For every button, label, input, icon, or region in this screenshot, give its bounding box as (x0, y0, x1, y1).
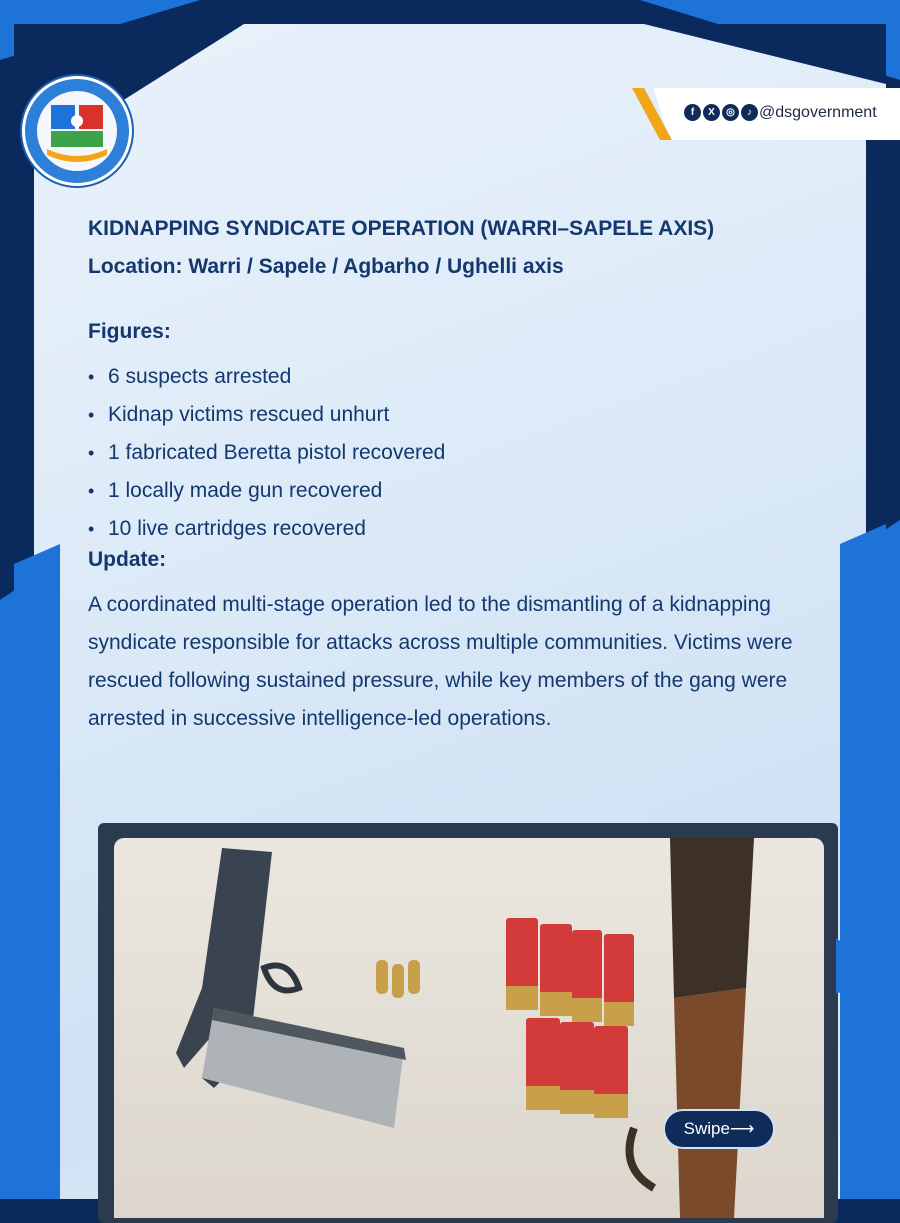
gear-decoration-icon (836, 938, 852, 994)
list-item: • 1 locally made gun recovered (88, 472, 445, 510)
figures-list (88, 358, 445, 548)
instagram-icon[interactable]: ◎ (722, 104, 739, 121)
list-item: • 1 fabricated Beretta pistol recovered (88, 434, 445, 472)
figures-label: Figures: (88, 320, 171, 343)
list-item: • Kidnap victims rescued unhurt (88, 396, 445, 434)
recovered-weapons-photo (114, 838, 824, 1218)
bullets-illustration (376, 960, 420, 998)
pistol-illustration (176, 848, 406, 1128)
post-title (88, 210, 848, 286)
update-paragraph: A coordinated multi-stage operation led to the dismantling of a kidnapping syndicate responsible for attacks across multiple communities. Victims were rescued following sustained pressure, while key members of the gang were arrested in successive intelligence-led operations. (88, 593, 793, 730)
social-icons (684, 104, 758, 121)
locally-made-gun-illustration (630, 838, 755, 1218)
social-handle: @dsgovernment (759, 104, 877, 121)
cartridges-illustration (506, 918, 634, 1118)
title-line-1: KIDNAPPING SYNDICATE OPERATION (WARRI–SAPELE AXIS) (88, 217, 715, 240)
list-item: • 6 suspects arrested (88, 358, 445, 396)
update-label: Update: (88, 548, 167, 571)
title-line-2: Location: Warri / Sapele / Agbarho / Ughelli axis (88, 255, 564, 278)
list-item: • 10 live cartridges recovered (88, 510, 445, 548)
x-icon[interactable]: X (703, 104, 720, 121)
facebook-icon[interactable]: f (684, 104, 701, 121)
swipe-button[interactable]: Swipe⟶ (663, 1109, 775, 1149)
tiktok-icon[interactable]: ♪ (741, 104, 758, 121)
delta-state-seal-logo (22, 76, 132, 186)
